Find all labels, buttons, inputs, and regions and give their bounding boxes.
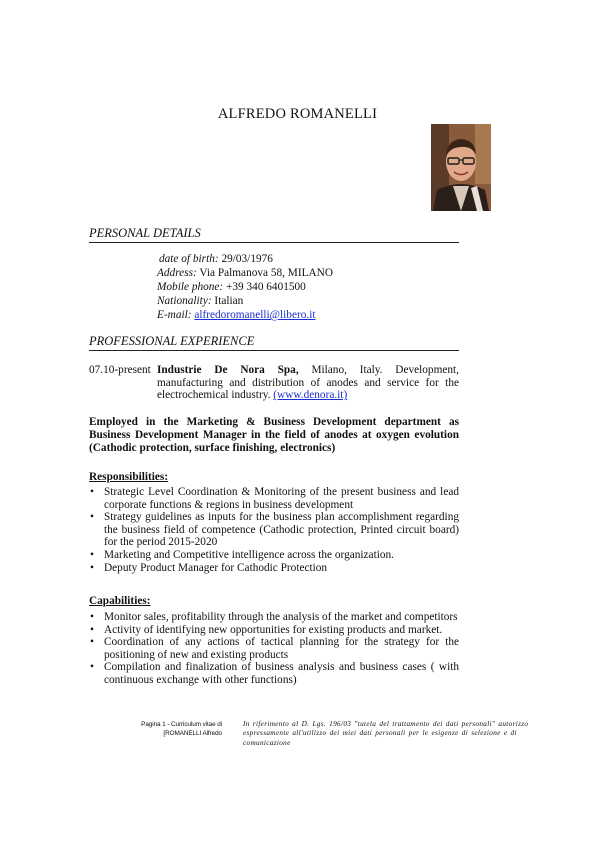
privacy-consent-note: In riferimento al D. Lgs. 196/03 "tutela del trattamento dei dati personali" autorizzo espressamente all'utilizzo dei miei dati personali per le esigenze di selezione e di comunicazione bbox=[243, 720, 529, 747]
company-name: Industrie De Nora Spa, bbox=[157, 364, 299, 376]
list-item-text: Marketing and Competitive intelligence across the organization. bbox=[104, 548, 394, 561]
list-item-text: Activity of identifying new opportunities for existing products and market. bbox=[104, 623, 443, 636]
list-item bbox=[89, 624, 459, 637]
address-line bbox=[157, 266, 333, 280]
capabilities-heading: Capabilities: bbox=[89, 595, 151, 607]
date-of-birth-line bbox=[159, 252, 273, 266]
experience-description bbox=[157, 364, 459, 402]
list-item bbox=[89, 661, 459, 686]
list-item bbox=[89, 636, 459, 661]
profile-photo bbox=[431, 124, 491, 211]
bullet-icon: • bbox=[90, 636, 94, 649]
list-item-text: Strategy guidelines as inputs for the business plan accomplishment regarding the business field of competence (Cathodic protection, Printed circuit board) for the period 2015-2020 bbox=[104, 511, 459, 549]
bullet-icon: • bbox=[90, 611, 94, 623]
list-item-text: Coordination of any actions of tactical planning for the strategy for the positioning of new and existing products bbox=[104, 636, 459, 661]
email-label: E-mail: bbox=[157, 309, 192, 321]
experience-date: 07.10-present bbox=[89, 364, 151, 376]
list-item-text: Compilation and finalization of business analysis and business cases ( with continuous exchange with other functions) bbox=[104, 661, 459, 686]
email-line bbox=[157, 308, 315, 322]
list-item bbox=[89, 562, 459, 575]
bullet-icon: • bbox=[90, 661, 94, 674]
date-of-birth-value: 29/03/1976 bbox=[218, 253, 273, 265]
mobile-phone-value: +39 340 6401500 bbox=[223, 281, 306, 293]
bullet-icon: • bbox=[90, 548, 94, 561]
professional-experience-heading: PROFESSIONAL EXPERIENCE bbox=[89, 334, 459, 351]
mobile-phone-label: Mobile phone: bbox=[157, 281, 224, 293]
list-item bbox=[89, 611, 459, 624]
list-item bbox=[89, 549, 459, 562]
mobile-phone-line bbox=[157, 280, 306, 294]
candidate-name: ALFREDO ROMANELLI bbox=[217, 106, 378, 122]
nationality-value: Italian bbox=[211, 295, 244, 307]
bullet-icon: • bbox=[90, 561, 94, 574]
footer-author-name: [ROMANELLI Alfredo bbox=[163, 730, 222, 737]
bullet-icon: • bbox=[90, 511, 94, 524]
bullet-icon: • bbox=[90, 623, 94, 636]
company-description: Milano, Italy. Development, manufacturing and distribution of anodes and service for the electrochemical industry. bbox=[157, 364, 459, 402]
responsibilities-list bbox=[89, 486, 459, 574]
role-description: Employed in the Marketing & Business Development department as Business Development Manager in the field of anodes at oxygen evolution (Cathodic protection, surface finishing, electronics) bbox=[89, 416, 459, 455]
list-item-text: Strategic Level Coordination & Monitoring of the present business and lead corporate functions & regions in business development bbox=[104, 486, 459, 511]
email-link[interactable]: alfredoromanelli@libero.it bbox=[194, 309, 316, 321]
date-of-birth-label: date of birth: bbox=[159, 253, 219, 265]
capabilities-list bbox=[89, 611, 459, 687]
nationality-line bbox=[157, 294, 243, 308]
list-item bbox=[89, 486, 459, 511]
nationality-label: Nationality: bbox=[157, 295, 212, 307]
bullet-icon: • bbox=[90, 486, 94, 498]
responsibilities-heading: Responsibilities: bbox=[89, 471, 169, 483]
list-item-text: Monitor sales, profitability through the analysis of the market and competitors bbox=[104, 611, 458, 623]
address-label: Address: bbox=[157, 267, 197, 279]
page-footer-label bbox=[118, 720, 222, 738]
company-website-link[interactable]: (www.denora.it) bbox=[273, 389, 348, 402]
page-number-text: Pagina 1 - Curriculum vitae di bbox=[141, 721, 222, 728]
list-item-text: Deputy Product Manager for Cathodic Protection bbox=[104, 561, 328, 574]
personal-details-heading: PERSONAL DETAILS bbox=[89, 226, 459, 243]
list-item bbox=[89, 511, 459, 549]
address-value: Via Palmanova 58, MILANO bbox=[196, 267, 333, 279]
